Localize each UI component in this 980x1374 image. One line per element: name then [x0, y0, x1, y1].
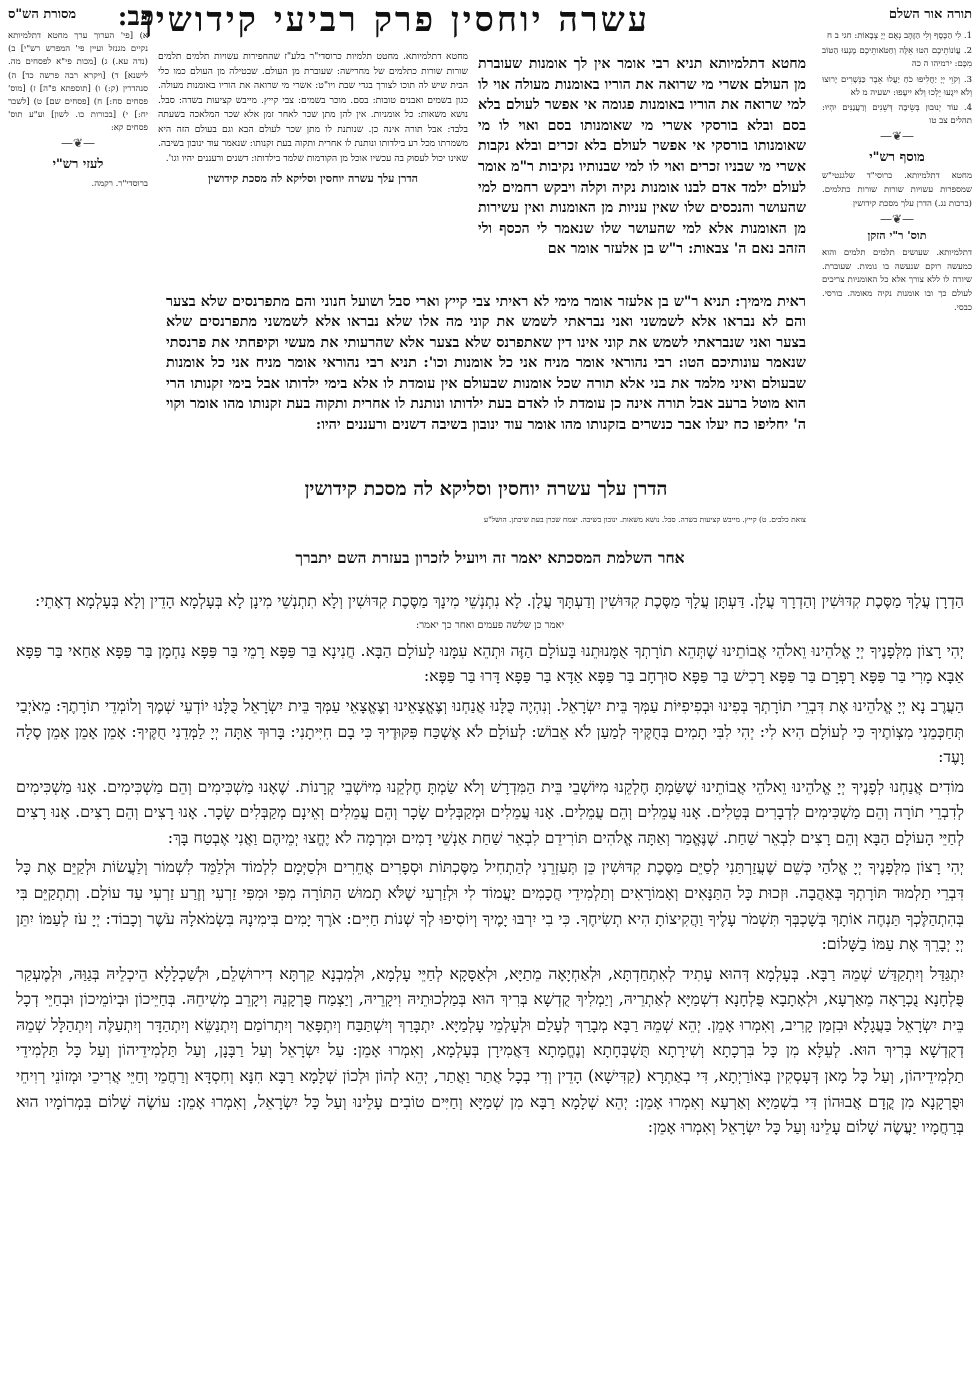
tosaf-rid-title: תוס' ר"י הזקן [867, 229, 927, 243]
hadran-main-title: הדרן עלך עשרה יוחסין וסליקא לה מסכת קידושין [304, 478, 668, 500]
torah-or-verse: 1. לִי הַכֶּסֶף וְלִי הַזָּהָב נְאֻם יְיָ צְבָאוֹת: חגי ב ח [827, 31, 972, 41]
hadran-prayer: הַדְרָן עֲלָךְ מַסֶּכֶת קִדּוּשִׁין וְהַדְרָךְ עֲלָן. דַּעְתָּן עֲלָךְ מַסֶּכֶת קִדּוּשִׁין וְדַעְתָּךְ עֲלָן. לָא נִתְנְשֵׁי מִינָךְ מַסֶּכֶת קִדּוּשִׁין וְלָא תִתְנְשֵׁי מִינָן לָא בְּעָלְמָא הָדֵין וְלָא בְּעָלְמָא דְאָתֵי: [35, 591, 964, 610]
instruction-note: יאמר כן שלשה פעמים ואחר כך יאמר: [415, 619, 565, 631]
mosaf-rashi-text: מחטא דתלמיותא. כרוסי"ד שלגנטי"ש שמספרות עשויות שורות שורות כתלמים. (ברכות נג.) הדרן עלך מסכת קידושין [822, 171, 972, 209]
gemara-continued: ראית מימיך: תניא ר"ש בן אלעזר אומר מימי לא ראיתי צבי קייץ וארי סבל ושועל חנוני והם מתפרנסים שלא בצער והם לא נבראו אלא לשמשני ואני נבראתי לשמש את קוני מה אלו שלא נבראו אלא לשמשני מתפרנסים שלא בצער ואני שנבראתי לשמש את קוני אינו דין שאתפרנס שלא בצער אלא שהרעותי את מעשי וקיפחתי את פרנסתי שנאמר עונותיכם הטו: רבי נהוראי אומר מניח אני כל אומנות וכו': תניא רבי נהוראי אומר מניח אני כל אומנות שבעולם ואיני מלמד את בני אלא תורה שכל אומנות שבעולם אין עומדת לו אלא בימי ילדותו אבל בימי זקנותו הרי הוא מוטל ברעב אבל תורה אינה כן עומדת לו לאדם בעת ילדותו ונותנת לו אחרית ותקוה בעת זקנותו מהו אומר וקוי ה' יחליפו כח יעלו אבר כנשרים בזקנותו מהו אומר עוד ינובון בשיבה דשנים ורעננים יהיו: [166, 293, 806, 433]
ezer-rashi-title: לעזי רש"י [52, 157, 104, 173]
torah-or-verse: 3. וְקֹוֵי יְיָ יַחֲלִיפוּ כֹחַ יַעֲלוּ אֵבֶר כַּנְּשָׁרִים יָרוּצוּ וְלֹא יִיגָעוּ יֵלְכוּ וְלֹא יִיעָפוּ: ישעיה מ לא [822, 74, 972, 98]
torah-or-column [822, 30, 972, 315]
yehi-ratzon-second-prayer: יְהִי רָצוֹן מִלְּפָנֶיךָ יְיָ אֱלֹהַי כְּשֵׁם שֶׁעֲזַרְתַּנִי לְסַיֵּם מַסֶּכֶת קִדּוּשִׁין כֵּן תְּעַזְרֵנִי לְהַתְחִיל מַסֶּכְתּוֹת וּסְפָרִים אֲחֵרִים וּלְסַיְּמָם לִלְמוֹד וּלְלַמֵּד לִשְׁמוֹר וְלַעֲשׂוֹת וּלְקַיֵּם אֶת כָּל דִּבְרֵי תַלְמוּד תּוֹרָתְךָ בְּאַהֲבָה. וּזְכוּת כָּל הַתַּנָּאִים וְאָמוֹרָאִים וְתַלְמִידֵי חֲכָמִים יַעֲמוֹד לִי וּלְזַרְעִי שֶׁלֹּא תָמוּשׁ הַתּוֹרָה מִפִּי וּמִפִּי זַרְעִי וְזֶרַע זַרְעִי עַד עוֹלָם. וְתִתְקַיֵּם בִּי בְּהִתְהַלֶּכְךָ תַּנְחֶה אוֹתָךְ בְּשָׁכְבְּךָ תִּשְׁמֹר עָלֶיךָ וַהֲקִיצוֹתָ הִיא תְשִׂיחֶךָ. כִּי בִי יִרְבּוּ יָמֶיךָ וְיוֹסִיפוּ לְךָ שְׁנוֹת חַיִּים: אֹרֶךְ יָמִים בִּימִינָהּ בִּשְׂמֹאלָהּ עֹשֶׁר וְכָבוֹד: יְיָ עֹז לְעַמּוֹ יִתֵּן יְיָ יְבָרֵךְ אֶת עַמּוֹ בַשָּׁלוֹם: [16, 857, 964, 954]
modim-prayer: מוֹדִים אֲנַחְנוּ לְפָנֶיךָ יְיָ אֱלֹהֵינוּ וֵאלֹהֵי אֲבוֹתֵינוּ שֶׁשַּׂמְתָּ חֶלְקֵנוּ מִיּוֹשְׁבֵי בֵּית הַמִּדְרָשׁ וְלֹא שַׂמְתָּ חֶלְקֵנוּ מִיּוֹשְׁבֵי קְרָנוֹת. שֶׁאָנוּ מַשְׁכִּימִים וְהֵם מַשְׁכִּימִים. אָנוּ מַשְׁכִּימִים לְדִבְרֵי תוֹרָה וְהֵם מַשְׁכִּימִים לִדְבָרִים בְּטֵלִים. אָנוּ עֲמֵלִים וְהֵם עֲמֵלִים. אָנוּ עֲמֵלִים וּמְקַבְּלִים שָׂכָר וְהֵם עֲמֵלִים וְאֵינָם מְקַבְּלִים שָׂכָר. אָנוּ רָצִים וְהֵם רָצִים. אָנוּ רָצִים לְחַיֵּי הָעוֹלָם הַבָּא וְהֵם רָצִים לִבְאֵר שַׁחַת. שֶׁנֶּאֱמַר וְאַתָּה אֱלֹהִים תּוֹרִידֵם לִבְאֵר שַׁחַת אַנְשֵׁי דָמִים וּמִרְמָה לֹא יֶחֱצוּ יְמֵיהֶם וַאֲנִי אֶבְטַח בָּךְ: [16, 776, 964, 847]
mosaf-rashi-title: מוסף רש"י [869, 150, 925, 166]
rashi-paragraph: מחטא דתלמיותא. מחטט תלמיות כרוסדי"ר בלע"ז שהחפירות עשויות תלמים תלמים שורות שורות כתלמים של מחרישה: שעוברת מן העולם. שבטילה מן העולם כמו כלי הבית שיש לה תוכו לצורך בגדי שבת ויו"ט: אשרי מי שרואה את הוריו באומנות מעולה. כגון בשמים ואבנים טובות: בסם. מוכר בשמים: צבי קייץ. מייבש קציעות בשדה: סבל. נושא משאות: כל אומניות. אין להן מתן שכר לאחר זמן אלא שכר המלאכה בשעתה בלבד: אבל תורה אינה כן. שנותנת לו מתן שכר לעולם הבא וגם בעולם הזה היא משמרתו מכל רע בילדותו ונותנת לו אחרית ותקוה בעת זקנותו: שנאמר עוד ינובון בשיבה. שאינו יכול לעסוק בה עכשיו אוכל מן הקודמות שלמד בילדותו: דשנים ורעננים יהיו וגו'. [158, 51, 468, 164]
kaddish-prayer: יִתְגַּדַּל וְיִתְקַדַּשׁ שְׁמֵהּ רַבָּא. בְּעָלְמָא דְּהוּא עָתִיד לְאִתְחַדְתָּא, וּלְאַחְיָאָה מֵתַיָּא, וּלְאַסָּקָא לְחַיֵּי עָלְמָא, וּלְמִבְנָא קַרְתָּא דִירוּשְׁלֵם, וּלְשַׁכְלָלָא הֵיכְלֵיהּ בְּגַוַּהּ, וּלְמֶעְקַר פֻּלְחָנָא נֻכְרָאָה מֵאַרְעָא, וּלְאָתָבָא פֻּלְחָנָא דִשְׁמַיָּא לְאַתְרֵיהּ, וְיַמְלִיךְ קֻדְשָׁא בְּרִיךְ הוּא בְּמַלְכוּתֵיהּ וִיקָרֵיהּ, וְיַצְמַח פֻּרְקָנֵהּ וִיקָרֵב מְשִׁיחֵהּ. בְּחַיֵּיכוֹן וּבְיוֹמֵיכוֹן וּבְחַיֵּי דְכָל בֵּית יִשְׂרָאֵל בַּעֲגָלָא וּבִזְמַן קָרִיב, וְאִמְרוּ אָמֵן. יְהֵא שְׁמֵהּ רַבָּא מְבָרַךְ לְעָלַם וּלְעָלְמֵי עָלְמַיָּא. יִתְבָּרַךְ וְיִשְׁתַּבַּח וְיִתְפָּאַר וְיִתְרוֹמַם וְיִתְנַשֵּׂא וְיִתְהַדָּר וְיִתְעַלֶּה וְיִתְהַלָּל שְׁמֵהּ דְקֻדְשָׁא בְּרִיךְ הוּא. לְעֵלָּא מִן כָּל בִּרְכָתָא וְשִׁירָתָא תֻּשְׁבְּחָתָא וְנֶחֱמָתָא דַּאֲמִירָן בְּעָלְמָא, וְאִמְרוּ אָמֵן: עַל יִשְׂרָאֵל וְעַל רַבָּנָן, וְעַל תַּלְמִידֵיהוֹן וְעַל כָּל תַּלְמִידֵי תַלְמִידֵיהוֹן, וְעַל כָּל מָאן דְּעָסְקִין בְּאוֹרַיְתָא, דִּי בְאַתְרָא (קַדִּישָׁא) הָדֵין וְדִי בְכָל אֲתַר וַאֲתַר, יְהֵא לְהוֹן וּלְכוֹן שְׁלָמָא רַבָּא חִנָּא וְחִסְדָּא וְרַחֲמֵי וְחַיֵּי אֲרִיכֵי וּמְזוֹנֵי רְוִיחֵי וּפֻרְקָנָא מִן קֳדָם אֲבוּהוֹן דִּי בִשְׁמַיָּא וְאַרְעָא וְאִמְרוּ אָמֵן: יְהֵא שְׁלָמָא רַבָּא מִן שְׁמַיָּא וְחַיִּים טוֹבִים עָלֵינוּ וְעַל כָּל יִשְׂרָאֵל, וְאִמְרוּ אָמֵן: עוֹשֶׂה שָׁלוֹם בִּמְרוֹמָיו הוּא בְּרַחֲמָיו יַעֲשֶׂה שָׁלוֹם עָלֵינוּ וְעַל כָּל יִשְׂרָאֵל וְאִמְרוּ אָמֵן: [16, 963, 964, 1137]
ornament-divider: —❦— [60, 136, 96, 151]
footnotes: צואת כלבים. ט) קייץ. מייבש קציעות בשדה. סבל. נושא משאות. ינובון בשיבה. יצמח שכרן בעת שיבתן. הושל"ע [483, 515, 806, 524]
tosaf-rid-text: דתלמיותא. שעושים תלמים תלמים והוא כמעשה רוקם שנעשה בו גומות. שעוברת. שיורה לו ללא צורך אלא כל האומניות צריכים לעולם כך ובו אומנות נקיה מאומה. בורסי. כבסי. [822, 248, 972, 313]
ezer-rashi-text: ברוסדי"ר. רקמה. [91, 178, 148, 189]
page-number: פב: [117, 2, 154, 32]
ornament-divider: —❦— [879, 129, 915, 144]
completion-heading: אחר השלמת המסכתא יאמר זה ויועיל לזכרון בעזרת השם יתברך [295, 548, 685, 567]
masoret-header: מסורת הש"ס [8, 7, 77, 22]
yehi-ratzon-prayer: יְהִי רָצוֹן מִלְּפָנֶיךָ יְיָ אֱלֹהֵינוּ וֵאלֹהֵי אֲבוֹתֵינוּ שֶׁתְּהֵא תוֹרָתְךָ אֻמָּנוּתֵנוּ בָּעוֹלָם הַזֶּה וּתְהֵא עִמָּנוּ לָעוֹלָם הַבָּא. חֲנִינָא בַּר פַּפָּא רָמֵי בַּר פַּפָּא נַחְמָן בַּר פַּפָּא אַחַאי בַּר פַּפָּא אַבָּא מָרִי בַּר פַּפָּא רָפְרָם בַּר פַּפָּא רָכִישׁ בַּר פַּפָּא סוּרְחָב בַּר פַּפָּא אַדָּא בַּר פַּפָּא דָּרוּ בַּר פַּפָּא: [16, 640, 964, 686]
masoret-column [8, 30, 148, 191]
prayers-section [16, 588, 964, 1144]
ornament-divider: —❦— [879, 212, 915, 227]
gemara-text: מחטא דתלמיותא תניא רבי אומר אין לך אומנות שעוברת מן העולם אשרי מי שרואה את הוריו באומנות מעולה אוי לו למי שרואה את הוריו באומנות פגומה אי אפשר לעולם בלא בסם ובלא בורסקי אשרי מי שאומנותו בסם ואוי לו מי שאומנותו בורסקי אי אפשר לעולם בלא זכרים ובלא נקבות אשרי מי שבניו זכרים ואוי לו למי שבנותיו נקיבות ר"מ אומר לעולם ילמד אדם לבנו אומנות נקיה וקלה ויבקש רחמים למי שהעושר והנכסים שלו שאין עניות מן האומנות ואין עשירות מן האומנות אלא למי שהעושר שלו שנאמר לי הכסף ולי הזהב נאם ה' צבאות: ר"ש בן אלעזר אומר אם [478, 56, 806, 258]
masoret-text: א) [פי' הערוך ערך מחטא דתלמיותא נקיים מגנזל ועיין פי' המפרש רש"י] ב) (נדה עא.) ג) [מכות פי"א לפסחים מה. לישנא] ד) [ויקרא רבה פרשה כד] ה) סנהדרין (ק:) ו) [תוספתא פ"ה] ז) [מוס' פסחים סח:] ח) [פסחים שם] ט) [לשכר יח:] י) [בכורות כו. לשון] וע"ע תוס' פסחים קא: [8, 31, 148, 134]
torah-or-verse: 4. עוֹד יְנוּבוּן בְּשֵׂיבָה דְּשֵׁנִים וְרַעֲנַנִּים יִהְיוּ: תהלים צב טו [822, 102, 972, 127]
rashi-commentary [158, 50, 468, 188]
torah-or-header: תורה אור השלם [888, 7, 972, 22]
haarev-prayer: הַעֲרֶב נָא יְיָ אֱלֹהֵינוּ אֶת דִּבְרֵי תוֹרָתְךָ בְּפִינוּ וּבְפִיפִיּוֹת עַמְּךָ בֵּית יִשְׂרָאֵל. וְנִהְיֶה כֻּלָּנוּ אֲנַחְנוּ וְצֶאֱצָאֵינוּ וְצֶאֱצָאֵי עַמְּךָ בֵּית יִשְׂרָאֵל כֻּלָּנוּ יוֹדְעֵי שְׁמֶךָ וְלוֹמְדֵי תוֹרָתֶךָ: מֵאֹיְבַי תְּחַכְּמֵנִי מִצְוֹתֶיךָ כִּי לְעוֹלָם הִיא לִי: יְהִי לִבִּי תָמִים בְּחֻקֶּיךָ לְמַעַן לֹא אֵבוֹשׁ: לְעוֹלָם לֹא אֶשְׁכַּח פִּקּוּדֶיךָ כִּי בָם חִיִּיתָנִי: בָּרוּךְ אַתָּה יְיָ לַמְּדֵנִי חֻקֶּיךָ: אָמֵן אָמֵן אָמֵן סֶלָה וָעֶד: [16, 695, 964, 767]
page-title: עשרה יוחסין פרק רביעי קידושין [144, 0, 650, 40]
rashi-hadran: הדרן עלך עשרה יוחסין וסליקא לה מסכת קידושין [207, 172, 419, 186]
torah-or-verse: 2. עֲוֹנוֹתֵיכֶם הִטּוּ אֵלֶּה וְחַטֹּאותֵיכֶם מָנְעוּ הַטּוֹב מִכֶּם: ירמיהו ה כה [822, 46, 972, 70]
